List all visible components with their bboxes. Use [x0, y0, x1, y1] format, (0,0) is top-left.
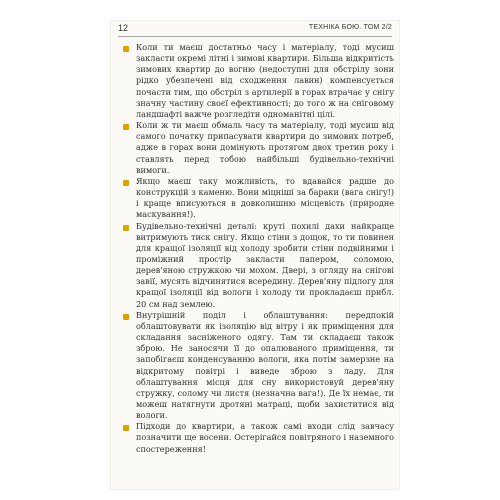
list-item-text: Внутрішній поділ і облаштування: передпокій облаштовувати як ізоляцію від вітру і як приміщення для складання засніженого одягу. Там ти складаєш також зброю. Не заносячи її до опалюваного приміщення, ти запобігаєш конденсуванню вологи, яка потім замерзне на відкритому повітрі і виведе зброю з ладу. Для облаштування місця для сну використовуй дерев'яну стружку, солому чи листя (незначна вага!). Де їх немає, ти можеш натягнути дротяні матраці, щоби захиститися від вологи. — [136, 309, 394, 421]
list-item-text: Коли ти маєш достатньо часу і матеріалу, тоді мусиш закласти окремі літні і зимові квартири. Більша відкритість зимових квартир до вогню (недоступні для обстрілу зони рідко убезпечені від сходження лавин) компенсується почасти тим, що обстріл з артилерії в горах втрачає у снігу значну частину своєї ефективності; до того ж на сніговому ландшафті важче розгледіти одноманітні цілі. — [136, 42, 394, 119]
page-header — [118, 20, 392, 38]
square-bullet-icon — [123, 314, 129, 320]
list-item-text: Будівельно-технічні деталі: круті похилі дахи найкраще витримують тиск снігу. Якщо стіни з дощок, то ти повинен для кращої ізоляції від холоду зробити стіни подвійними і проміжний простір закласти папером, соломою, дерев'яною стружкою чи мохом. Двері, з огляду на снігові завії, мусять відчинятися всередину. Дерев'яну підлогу для кращої ізоляції від вологи і холоду ти прокладаєш прибл. 20 см над землею. — [136, 220, 394, 309]
list-item — [118, 42, 394, 120]
square-bullet-icon — [123, 46, 129, 52]
page-number: 12 — [118, 23, 129, 33]
square-bullet-icon — [123, 124, 129, 130]
square-bullet-icon — [123, 425, 129, 431]
list-item — [118, 421, 394, 454]
list-item-text: Якщо маєш таку можливість, то вдавайся радше до конструкцій з каменю. Вони міцніші за бараки (вага снігу!) і краще вписуються в довколишню місцевість (природне маскування!). — [136, 175, 394, 220]
list-item — [118, 310, 394, 422]
list-item-text: Підходи до квартири, а також самі входи слід завчасу позначити ще восени. Остерігайся повітряного і наземного спостереження! — [136, 421, 394, 454]
square-bullet-icon — [123, 180, 129, 186]
list-item — [118, 221, 394, 310]
list-item — [118, 120, 394, 176]
list-item — [118, 176, 394, 221]
running-title: ТЕХНІКА БОЮ. ТОМ 2/2 — [308, 24, 392, 31]
book-page — [110, 20, 400, 490]
list-item-text: Коли ж ти маєш обмаль часу та матеріалу, тоді мусиш від самого початку припасувати квартири до зимових потреб, адже в горах вони домінують протягом двох третин року і ставлять перед тобою найбільші будівельно-технічні вимоги. — [136, 120, 394, 175]
header-divider — [118, 36, 392, 37]
square-bullet-icon — [123, 225, 129, 231]
bullet-list — [118, 42, 394, 480]
